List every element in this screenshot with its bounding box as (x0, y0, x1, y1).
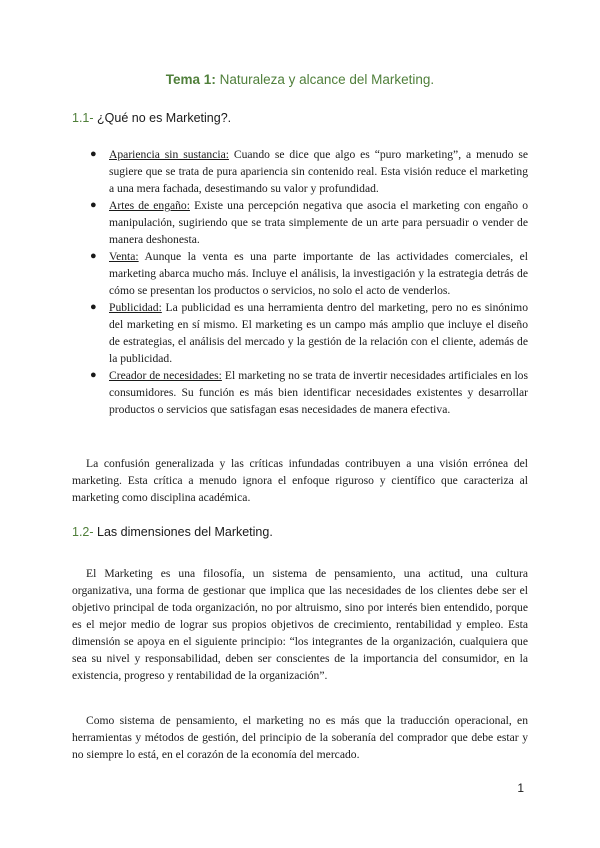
paragraph-thinking-system: Como sistema de pensamiento, el marketing no es más que la traducción operacional, en herramientas y métodos de gestión, del principio de la soberanía del comprador que debe estar y no siempre lo está, en el corazón de la economía del mercado. (72, 714, 528, 761)
bullet-text: El marketing no se trata de invertir necesidades artificiales en los consumidores. Su función es más bien identificar necesidades existentes y desarrollar productos o servicios que satisfagan esas necesidades de manera efectiva. (109, 369, 528, 416)
paragraph-confusion: La confusión generalizada y las críticas infundadas contribuyen a una visión errónea del marketing. Esta crítica a menudo ignora el enfoque riguroso y científico que caracteriza al marketing como disciplina académica. (72, 457, 528, 504)
section-number: 1.1- (72, 111, 94, 125)
bullet-text: Aunque la venta es una parte importante de las actividades comerciales, el marketing abarca mucho más. Incluye el análisis, la investigación y la estrategia detrás de cómo se presentan los productos o servicios, no solo el acto de venderlos. (109, 250, 528, 297)
section-heading-1-2 (72, 525, 273, 539)
title-text: Naturaleza y alcance del Marketing. (215, 72, 435, 87)
list-item (90, 299, 528, 367)
paragraph-dimensions: El Marketing es una filosofía, un sistema de pensamiento, una actitud, una cultura organizativa, una forma de gestionar que implica que las necesidades de los clientes debe ser el objetivo principal de toda organización, no por altruismo, sino por interés bien entendido, porque es el mejor medio de lograr sus propios objetivos de crecimiento, rentabilidad y empleo. Esta dimensión se apoya en el siguiente principio: “los integrantes de la organización, cualquiera que sea su nivel y responsabilidad, deben ser conscientes de la importancia del consumidor, en la existencia, progreso y rentabilidad de la organización”. (72, 567, 528, 682)
bullet-icon: ● (90, 148, 97, 160)
bullet-term: Artes de engaño: (109, 199, 190, 212)
document-title (0, 72, 600, 87)
bullet-text: Existe una percepción negativa que asocia el marketing con engaño o manipulación, sugiriendo que se trata simplemente de un arte para persuadir o vender de manera deshonesta. (109, 199, 528, 246)
section-heading-text: Las dimensiones del Marketing. (93, 525, 273, 539)
bullet-list (90, 146, 528, 418)
bullet-term: Venta: (109, 250, 139, 263)
bullet-term: Publicidad: (109, 301, 162, 314)
section-number: 1.2- (72, 525, 94, 539)
bullet-text: Cuando se dice que algo es “puro marketing”, a menudo se sugiere que se trata de pura apariencia sin contenido real. Esta visión reduce el marketing a una mera fachada, desestimando su valor y profundidad. (109, 148, 528, 195)
bullet-icon: ● (90, 301, 97, 313)
section-heading-text: ¿Qué no es Marketing?. (93, 111, 232, 125)
bullet-icon: ● (90, 199, 97, 211)
list-item (90, 367, 528, 418)
list-item (90, 248, 528, 299)
section-heading-1-1 (72, 111, 231, 125)
bullet-icon: ● (90, 250, 97, 262)
bullet-term: Apariencia sin sustancia: (109, 148, 229, 161)
bullet-text: La publicidad es una herramienta dentro del marketing, pero no es sinónimo del marketing en sí mismo. El marketing es un campo más amplio que incluye el diseño de estrategias, el análisis del mercado y la gestión de la relación con el cliente, además de la publicidad. (109, 301, 528, 365)
list-item (90, 146, 528, 197)
page-number: 1 (517, 781, 524, 795)
list-item (90, 197, 528, 248)
bullet-term: Creador de necesidades: (109, 369, 222, 382)
bullet-icon: ● (90, 369, 97, 381)
title-prefix: Tema 1: (165, 72, 216, 87)
